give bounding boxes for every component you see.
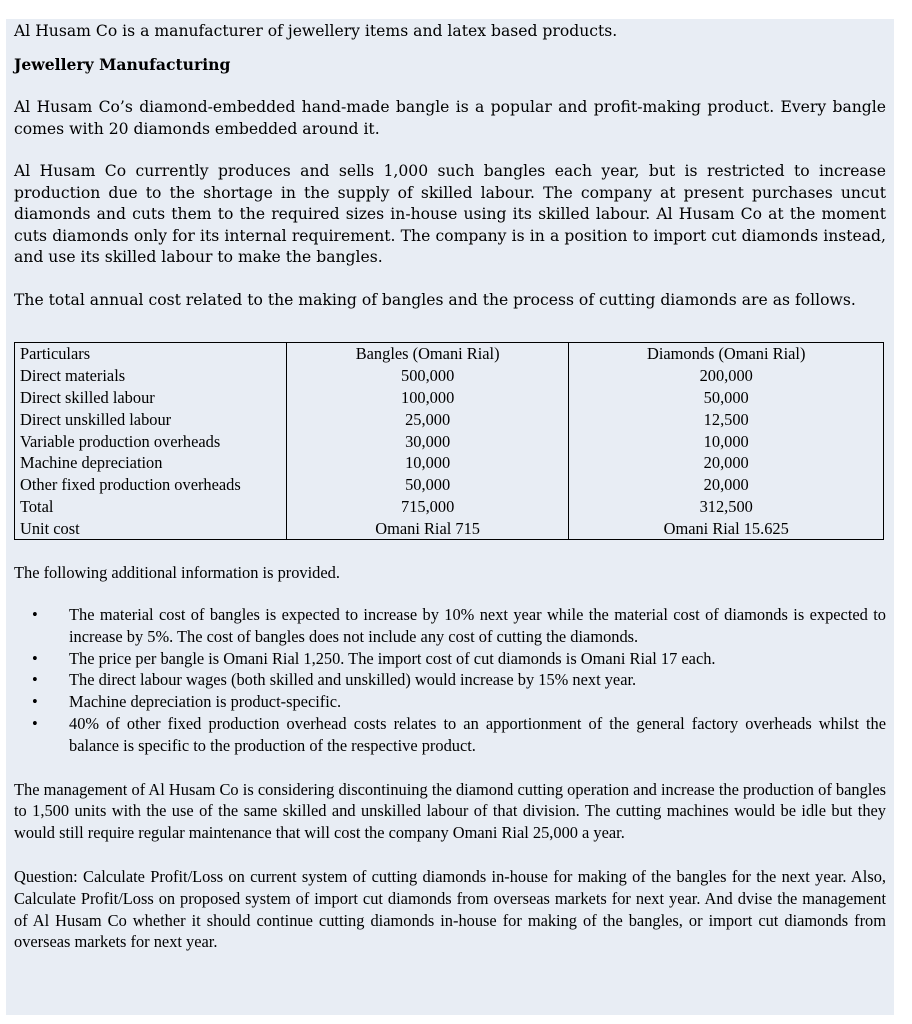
cell-diamonds: 12,500 xyxy=(569,408,884,430)
header-particulars: Particulars xyxy=(15,343,287,365)
bullet-icon: • xyxy=(32,692,38,712)
cell-bangles: 50,000 xyxy=(286,474,569,496)
cell-particular: Unit cost xyxy=(15,517,287,539)
bullet-list xyxy=(14,604,886,757)
cell-bangles: 10,000 xyxy=(286,452,569,474)
paragraph-production: Al Husam Co currently produces and sells 1,000 such bangles each year, but is restricted to increase production due to the shortage in the supply of skilled labour. The company at present purchases uncut diamonds and cuts them to the required sizes in-house using its skilled labour. Al Husam Co at the moment cuts diamonds only for its internal requirement. The company is in a position to import cut diamonds instead, and use its skilled labour to make the bangles. xyxy=(14,162,886,266)
table-row xyxy=(15,408,884,430)
cell-particular: Direct materials xyxy=(15,365,287,387)
cell-diamonds: 312,500 xyxy=(569,496,884,518)
table-row-total xyxy=(15,496,884,518)
paragraph-cost-intro: The total annual cost related to the making of bangles and the process of cutting diamonds are as follows. xyxy=(14,290,856,309)
cell-particular: Direct unskilled labour xyxy=(15,408,287,430)
list-item-text: The direct labour wages (both skilled and unskilled) would increase by 15% next year. xyxy=(69,670,637,690)
header-bangles: Bangles (Omani Rial) xyxy=(286,343,569,365)
cell-bangles: Omani Rial 715 xyxy=(286,517,569,539)
table-row xyxy=(15,452,884,474)
cell-particular: Machine depreciation xyxy=(15,452,287,474)
cell-bangles: 715,000 xyxy=(286,496,569,518)
paragraph-product: Al Husam Co’s diamond-embedded hand-made bangle is a popular and profit-making product. Every bangle comes with 20 diamonds embedded around it. xyxy=(14,98,886,138)
cell-particular: Variable production overheads xyxy=(15,430,287,452)
section-heading: Jewellery Manufacturing xyxy=(14,54,231,74)
intro-text: Al Husam Co is a manufacturer of jewellery items and latex based products. xyxy=(14,22,618,40)
bullet-icon: • xyxy=(32,648,38,668)
cell-bangles: 500,000 xyxy=(286,365,569,387)
cost-table-body xyxy=(15,343,884,540)
list-item-text: The material cost of bangles is expected to increase by 10% next year while the material cost of diamonds is expected to increase by 5%. The cost of bangles does not include any cost of cutting the diamonds. xyxy=(69,604,886,646)
additional-info-intro: The following additional information is provided. xyxy=(14,563,340,583)
table-row xyxy=(15,365,884,387)
list-item xyxy=(14,669,886,691)
cell-particular: Total xyxy=(15,496,287,518)
list-item-text: Machine depreciation is product-specific. xyxy=(69,692,342,712)
table-header-row xyxy=(15,343,884,365)
bullet-icon: • xyxy=(32,713,38,733)
cell-bangles: 100,000 xyxy=(286,387,569,409)
cell-diamonds: 10,000 xyxy=(569,430,884,452)
document-page xyxy=(6,19,894,1015)
table-row-unit-cost xyxy=(15,517,884,539)
cell-bangles: 25,000 xyxy=(286,408,569,430)
list-item xyxy=(14,604,886,648)
management-paragraph: The management of Al Husam Co is considering discontinuing the diamond cutting operation and increase the production of bangles to 1,500 units with the use of the same skilled and unskilled labour of that division. The cutting machines would be idle but they would still require regular maintenance that will cost the company Omani Rial 25,000 a year. xyxy=(14,779,886,843)
cell-diamonds: 200,000 xyxy=(569,365,884,387)
header-diamonds: Diamonds (Omani Rial) xyxy=(569,343,884,365)
list-item xyxy=(14,713,886,757)
list-item-text: 40% of other fixed production overhead costs relates to an apportionment of the general factory overheads whilst the balance is specific to the production of the respective product. xyxy=(69,713,886,755)
cell-bangles: 30,000 xyxy=(286,430,569,452)
table-row xyxy=(15,430,884,452)
list-item-text: The price per bangle is Omani Rial 1,250. The import cost of cut diamonds is Omani Rial 17 each. xyxy=(69,648,716,668)
bullet-icon: • xyxy=(32,670,38,690)
table-row xyxy=(15,387,884,409)
list-item xyxy=(14,648,886,670)
bullet-icon: • xyxy=(32,604,38,624)
cell-diamonds: 20,000 xyxy=(569,452,884,474)
cell-particular: Direct skilled labour xyxy=(15,387,287,409)
table-row xyxy=(15,474,884,496)
list-item xyxy=(14,691,886,713)
cost-table xyxy=(14,342,884,540)
cell-particular: Other fixed production overheads xyxy=(15,474,287,496)
cell-diamonds: Omani Rial 15.625 xyxy=(569,517,884,539)
question-paragraph: Question: Calculate Profit/Loss on current system of cutting diamonds in-house for making of the bangles for the next year. Also, Calculate Profit/Loss on proposed system of import cut diamonds from overseas markets for next year. And dvise the management of Al Husam Co whether it should continue cutting diamonds in-house for making of the bangles, or import cut diamonds from overseas markets for next year. xyxy=(14,866,886,952)
cell-diamonds: 50,000 xyxy=(569,387,884,409)
cell-diamonds: 20,000 xyxy=(569,474,884,496)
